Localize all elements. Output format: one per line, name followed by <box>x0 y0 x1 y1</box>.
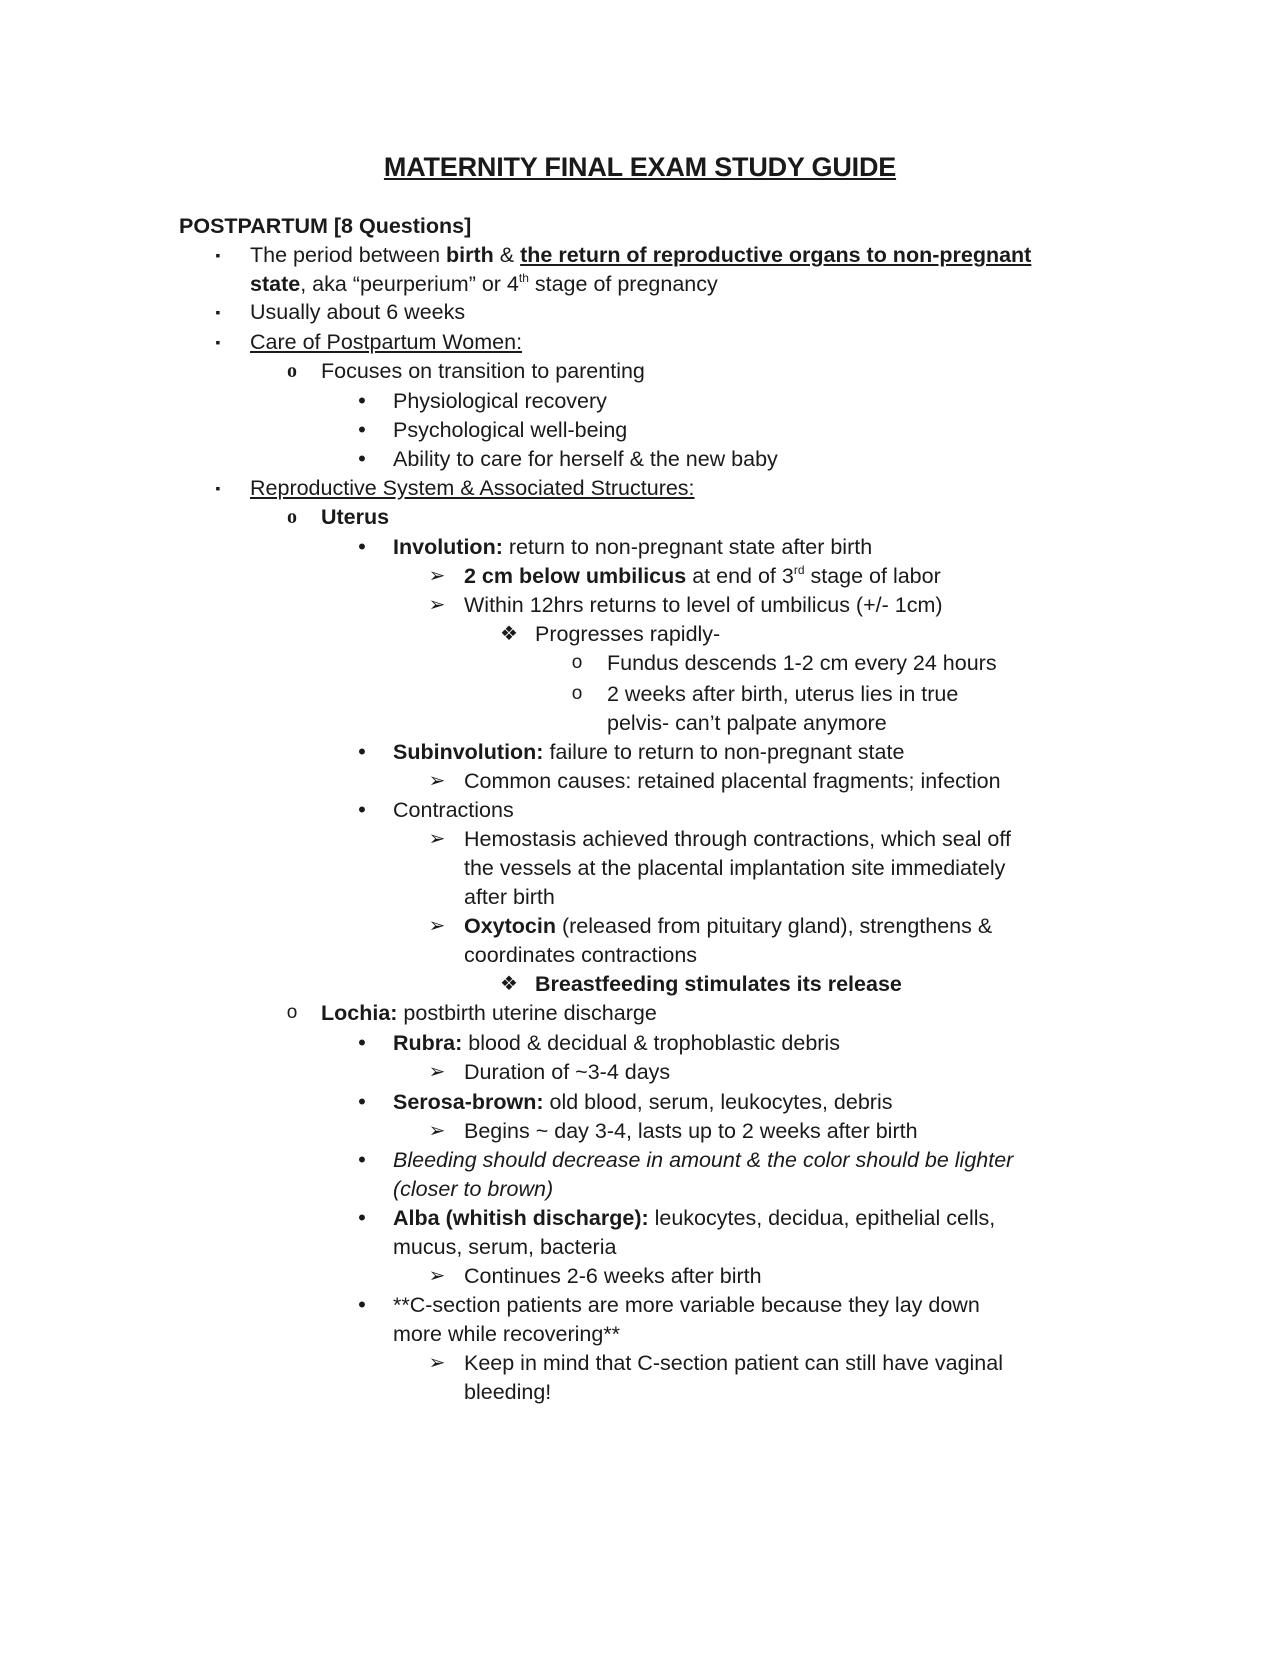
dot-bullet: • <box>358 1292 366 1317</box>
csection-note-cont: more while recovering** <box>393 1322 621 1346</box>
arrow-bullet: ➢ <box>428 1061 446 1083</box>
oxytocin-item-cont: coordinates contractions <box>464 943 698 967</box>
two-weeks-item: 2 weeks after birth, uterus lies in true <box>607 682 959 706</box>
uterus-label: Uterus <box>321 505 390 529</box>
care-item: Psychological well-being <box>393 418 628 442</box>
diamond-bullet: ❖ <box>500 623 518 645</box>
definition-line-2: state, aka “peurperium” or 4th stage of pregnancy <box>250 271 718 296</box>
hemostasis-item: Hemostasis achieved through contractions, which seal off <box>464 827 1011 851</box>
arrow-bullet: ➢ <box>428 565 446 587</box>
dot-bullet: • <box>358 534 366 559</box>
circle-bullet: o <box>286 1002 298 1023</box>
reproductive-heading: Reproductive System & Associated Structures: <box>250 476 695 500</box>
arrow-bullet: ➢ <box>428 1265 446 1287</box>
oxytocin-item: Oxytocin (released from pituitary gland), strengthens & <box>464 914 993 938</box>
square-bullet: ▪ <box>215 304 221 320</box>
arrow-bullet: ➢ <box>428 770 446 792</box>
alba-item-cont: mucus, serum, bacteria <box>393 1235 617 1259</box>
csection-note: **C-section patients are more variable because they lay down <box>393 1293 980 1317</box>
hemostasis-item-cont: after birth <box>464 885 555 909</box>
rubra-item: Rubra: blood & decidual & trophoblastic debris <box>393 1031 840 1055</box>
dot-bullet: • <box>358 1205 366 1230</box>
square-bullet: ▪ <box>215 334 221 350</box>
arrow-bullet: ➢ <box>428 1352 446 1374</box>
definition-line-1: The period between birth & the return of reproductive organs to non-pregnant <box>250 243 1032 267</box>
serosa-item: Serosa-brown: old blood, serum, leukocytes, debris <box>393 1090 893 1114</box>
arrow-bullet: ➢ <box>428 828 446 850</box>
arrow-bullet: ➢ <box>428 1120 446 1142</box>
arrow-bullet: ➢ <box>428 915 446 937</box>
section-heading: POSTPARTUM [8 Questions] <box>179 214 472 238</box>
circle-bullet: o <box>571 652 583 673</box>
diamond-bullet: ❖ <box>500 973 518 995</box>
dot-bullet: • <box>358 1030 366 1055</box>
rubra-duration: Duration of ~3-4 days <box>464 1060 671 1084</box>
dot-bullet: • <box>358 446 366 471</box>
dot-bullet: • <box>358 1147 366 1172</box>
keep-in-mind-item: Keep in mind that C-section patient can still have vaginal <box>464 1351 1004 1375</box>
circle-bullet: o <box>571 683 583 704</box>
circle-bullet: o <box>287 506 297 528</box>
hemostasis-item-cont: the vessels at the placental implantation site immediately <box>464 856 1006 880</box>
contractions-item: Contractions <box>393 798 514 822</box>
causes-item: Common causes: retained placental fragments; infection <box>464 769 1001 793</box>
dot-bullet: • <box>358 388 366 413</box>
involution-item: Involution: return to non-pregnant state after birth <box>393 535 873 559</box>
dot-bullet: • <box>358 797 366 822</box>
duration-item: Usually about 6 weeks <box>250 300 466 324</box>
lochia-item: Lochia: postbirth uterine discharge <box>321 1001 657 1025</box>
keep-in-mind-item-cont: bleeding! <box>464 1380 552 1404</box>
subinvolution-item: Subinvolution: failure to return to non-pregnant state <box>393 740 905 764</box>
care-item: Physiological recovery <box>393 389 607 413</box>
arrow-bullet: ➢ <box>428 594 446 616</box>
dot-bullet: • <box>358 739 366 764</box>
bleeding-note: Bleeding should decrease in amount & the color should be lighter <box>393 1148 1014 1172</box>
alba-duration: Continues 2-6 weeks after birth <box>464 1264 762 1288</box>
square-bullet: ▪ <box>215 480 221 496</box>
page-title: MATERNITY FINAL EXAM STUDY GUIDE <box>383 152 897 182</box>
circle-bullet: o <box>287 360 297 382</box>
care-focus: Focuses on transition to parenting <box>321 359 645 383</box>
care-heading: Care of Postpartum Women: <box>250 330 523 354</box>
breastfeeding-item: Breastfeeding stimulates its release <box>535 972 902 996</box>
alba-item: Alba (whitish discharge): leukocytes, decidua, epithelial cells, <box>393 1206 996 1230</box>
square-bullet: ▪ <box>215 247 221 263</box>
progresses-item: Progresses rapidly- <box>535 622 721 646</box>
involution-detail: Within 12hrs returns to level of umbilicus (+/- 1cm) <box>464 593 943 617</box>
involution-detail: 2 cm below umbilicus at end of 3rd stage of labor <box>464 563 941 588</box>
care-item: Ability to care for herself & the new baby <box>393 447 778 471</box>
serosa-duration: Begins ~ day 3-4, lasts up to 2 weeks after birth <box>464 1119 918 1143</box>
two-weeks-item-cont: pelvis- can’t palpate anymore <box>607 711 887 735</box>
dot-bullet: • <box>358 417 366 442</box>
bleeding-note-cont: (closer to brown) <box>393 1177 554 1201</box>
fundus-item: Fundus descends 1-2 cm every 24 hours <box>607 651 997 675</box>
dot-bullet: • <box>358 1089 366 1114</box>
